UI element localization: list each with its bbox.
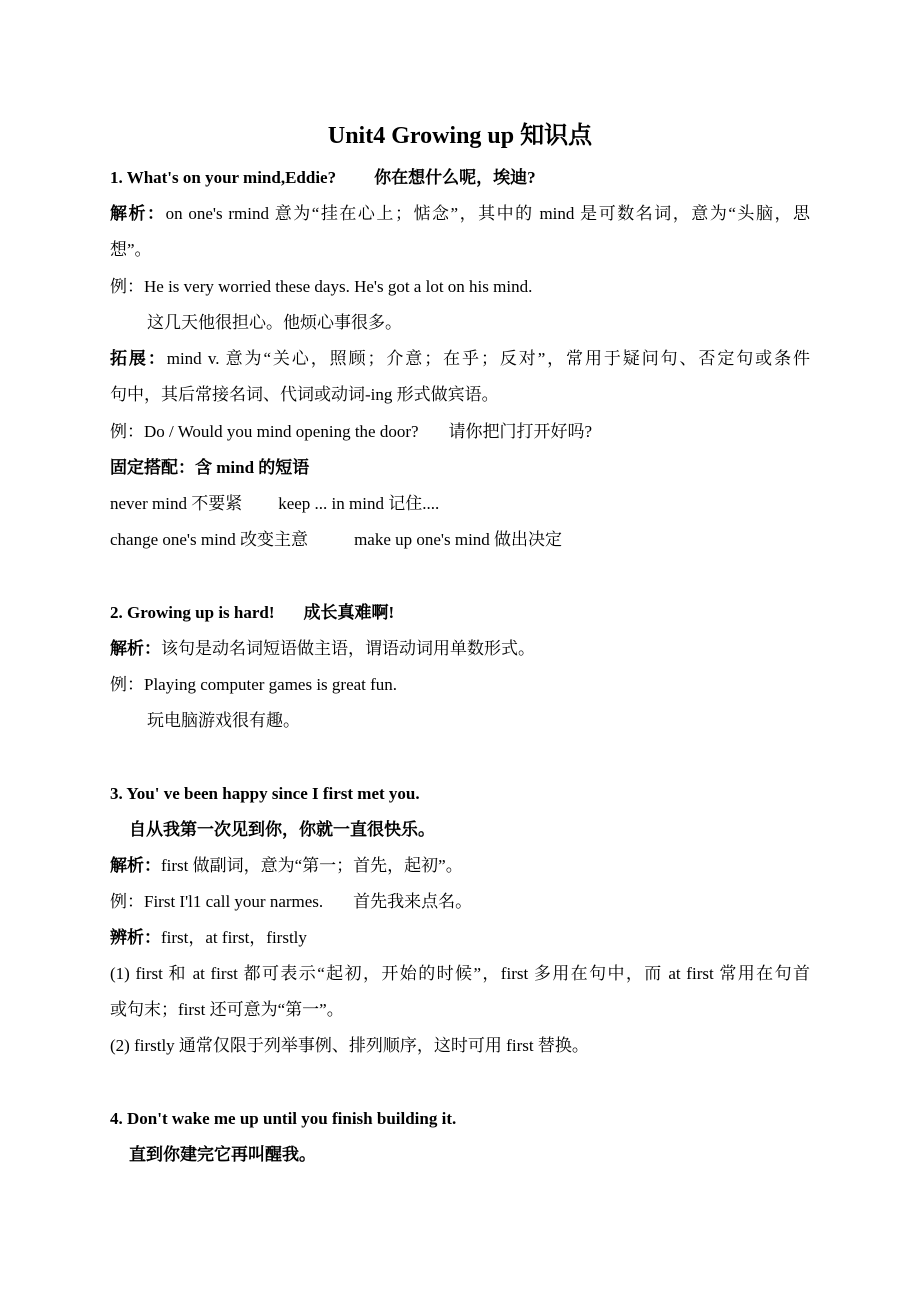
extend-text: mind v. 意为“关心，照顾；介意；在乎；反对”，常用于疑问句、否定句或条件 bbox=[166, 349, 810, 368]
phrase: keep ... in mind 记住.... bbox=[278, 494, 440, 513]
section-1-phrases-row-2 bbox=[110, 528, 810, 552]
example-label: 例： bbox=[110, 675, 144, 694]
section-1-example-translation: 这几天他很担心。他烦心事很多。 bbox=[147, 313, 402, 332]
section-1-analysis-line-1 bbox=[110, 202, 810, 226]
section-3-point-2: (2) firstly 通常仅限于列举事例、排列顺序，这时可用 first 替换。 bbox=[110, 1036, 589, 1055]
extend-label: 拓展： bbox=[110, 349, 167, 368]
section-1-extend-line-2: 句中，其后常接名词、代词或动词-ing 形式做宾语。 bbox=[110, 385, 499, 404]
example-label: 例： bbox=[110, 892, 144, 911]
example-label: 例： bbox=[110, 277, 144, 296]
section-4-heading-translation: 直到你建完它再叫醒我。 bbox=[129, 1145, 316, 1164]
page-title: Unit4 Growing up 知识点 bbox=[327, 123, 593, 149]
example-english: He is very worried these days. He's got a lot on his mind. bbox=[144, 277, 533, 296]
section-3-distinguish bbox=[110, 926, 810, 950]
section-2-heading bbox=[110, 601, 810, 625]
analysis-label: 解析： bbox=[110, 204, 166, 223]
section-2-heading-en: 2. Growing up is hard! bbox=[110, 603, 275, 622]
section-1-extend-line-1 bbox=[110, 347, 810, 371]
analysis-text: 该句是动名词短语做主语，谓语动词用单数形式。 bbox=[161, 639, 535, 658]
example-chinese: 请你把门打开好吗? bbox=[448, 422, 593, 441]
section-3-heading-translation: 自从我第一次见到你，你就一直很快乐。 bbox=[129, 820, 435, 839]
phrase: change one's mind 改变主意 bbox=[110, 530, 309, 549]
section-3-example bbox=[110, 890, 810, 914]
phrase: make up one's mind 做出决定 bbox=[354, 530, 563, 549]
section-2-example-translation: 玩电脑游戏很有趣。 bbox=[147, 711, 300, 730]
example-english: Playing computer games is great fun. bbox=[144, 675, 398, 694]
distinguish-label: 辨析： bbox=[110, 928, 161, 947]
example-label: 例： bbox=[110, 422, 144, 441]
section-3-heading: 3. You' ve been happy since I first met you. bbox=[110, 784, 420, 803]
section-1-fixed-phrases-heading: 固定搭配：含 mind 的短语 bbox=[110, 458, 310, 477]
section-3-analysis bbox=[110, 854, 810, 878]
section-2-example bbox=[110, 673, 810, 697]
example-chinese: 首先我来点名。 bbox=[353, 892, 473, 911]
analysis-text: first 做副词，意为“第一；首先，起初”。 bbox=[161, 856, 463, 875]
example-english: Do / Would you mind opening the door? bbox=[144, 422, 419, 441]
analysis-text: on one's rmind 意为“挂在心上；惦念”，其中的 mind 是可数名词，意为“头脑，思 bbox=[165, 204, 810, 223]
section-1-example-2 bbox=[110, 420, 810, 444]
section-1-phrases-row-1 bbox=[110, 492, 810, 516]
distinguish-text: first，at first，firstly bbox=[161, 928, 307, 947]
section-1-example bbox=[110, 275, 810, 299]
section-1-heading-cn: 你在想什么呢，埃迪? bbox=[374, 168, 536, 187]
example-english: First I'l1 call your narmes. bbox=[144, 892, 324, 911]
analysis-label: 解析： bbox=[110, 639, 161, 658]
section-1-heading-en: 1. What's on your mind,Eddie? bbox=[110, 168, 337, 187]
phrase: never mind 不要紧 bbox=[110, 494, 243, 513]
section-2-analysis bbox=[110, 637, 810, 661]
section-2-heading-cn: 成长真难啊! bbox=[303, 603, 395, 622]
section-4-heading: 4. Don't wake me up until you finish building it. bbox=[110, 1109, 457, 1128]
section-1-analysis-line-2: 想”。 bbox=[110, 240, 152, 259]
section-3-point-1-line-1: (1) first 和 at first 都可表示“起初，开始的时候”，first 多用在句中，而 at first 常用在句首 bbox=[110, 964, 810, 983]
section-3-point-1-line-2: 或句末；first 还可意为“第一”。 bbox=[110, 1000, 344, 1019]
section-1-heading bbox=[110, 166, 810, 190]
analysis-label: 解析： bbox=[110, 856, 161, 875]
